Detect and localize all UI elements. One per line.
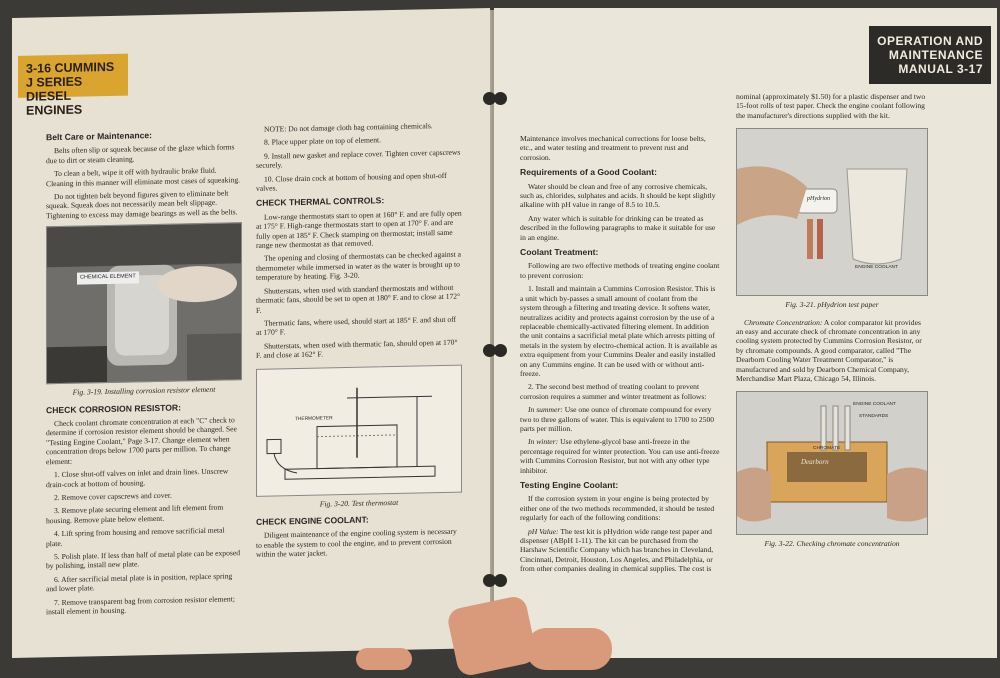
- engine-coolant-label-2: ENGINE COOLANT: [853, 402, 896, 408]
- engine-coolant-label: ENGINE COOLANT: [855, 265, 898, 271]
- figure-3-20: [256, 364, 462, 496]
- phydrion-brand-label: pHydrion: [807, 196, 830, 203]
- finger-tip: [356, 648, 412, 670]
- right-header-line2: MAINTENANCE: [888, 48, 983, 62]
- left-column-1: [46, 123, 242, 620]
- good-coolant-paragraph-1: Water should be clean and free of any corrosive chemicals, such as, chlorides, sulphates and acids. It should be kept slightly alkaline with pH value in range of 8.5 to 10.5.: [520, 181, 716, 210]
- ph-text: The test kit is pHydrion wide range test paper and dispenser (ABpH 1-11). The kit can be purchased from the Harshaw Scientific Company which has branches in Cleveland, Cincinnati, Detroit, Houston, Los Angeles, and Philadelphia, or from other companies dealing in chemical supplies. The cost is: [520, 526, 714, 574]
- check-corrosion-heading: CHECK CORROSION RESISTOR:: [46, 402, 181, 415]
- corrosion-step-1: 1. Close shut-off valves on inlet and drain lines. Unscrew drain-cock at bottom of housing.: [46, 466, 229, 489]
- left-header-line1: 3-16 CUMMINS: [26, 59, 115, 76]
- figure-3-22: [736, 391, 928, 535]
- right-column-2: [736, 92, 928, 557]
- right-header-line3: MANUAL 3-17: [898, 62, 983, 76]
- fig-3-22-caption: Fig. 3-22. Checking chromate concentration: [764, 539, 900, 549]
- chromate-paragraph: [736, 318, 928, 384]
- winter-label: In winter:: [528, 437, 559, 447]
- figure-3-19: [46, 222, 242, 384]
- thermal-paragraph-3: Shutterstats, when used with standard thermostats and without thermatic fans, should be set to open at 180° F. and to close at 172° F.: [256, 282, 461, 315]
- belt-paragraph-1: Belts often slip or squeak because of the glaze which forms due to dirt or steam cleaning.: [46, 142, 235, 166]
- thermometer-label: THERMOMETER: [295, 415, 333, 422]
- corrosion-step-5: 5. Polish plate. If less than half of metal plate can be exposed by polishing, install new plate.: [46, 548, 240, 571]
- thermal-paragraph-1: Low-range thermostats start to open at 160° F. and are fully open at 175° F. High-range thermostats start to open at 170° F. and are fully open at 185° F. Check stamping on thermostat; install same range new thermostat as that removed.: [256, 208, 462, 250]
- fig-3-19-caption: Fig. 3-19. Installing corrosion resistor element: [72, 384, 216, 397]
- corrosion-step-3: 3. Remove plate securing element and lift element from housing. Remove plate below element.: [46, 502, 224, 526]
- coolant-treatment-heading: Coolant Treatment:: [520, 247, 599, 258]
- left-column-2: [256, 121, 462, 564]
- corrosion-step-10: 10. Close drain cock at bottom of housing and open shut-off valves.: [256, 170, 447, 193]
- coolant-paragraph-1: Diligent maintenance of the engine cooling system is necessary to enable the system to cool the engine, and to prevent corrosion within the water jacket.: [256, 527, 457, 560]
- belt-paragraph-3: Do not tighten belt beyond figures given to eliminate belt squeak. Squeak does not necessarily mean belt slippage. Tightening to excess may damage bearings as well as the belts.: [46, 188, 238, 221]
- chromate-text: A color comparator kit provides an easy and accurate check of chromate concentration in any cooling system protected by Cummins Corrosion Resistor, or by chromate compounds. A good comparator, called "The Dearborn Cooling Water Treatment Comparator," is manufactured and sold by Dearborn Chemical Company, Merchandise Mart Plaza, Chicago 54, Illinois.: [736, 317, 922, 384]
- testing-paragraph-1: If the corrosion system in your engine is being protected by either one of the two methods recommended, it should be tested regularly for each of the following conditions:: [520, 494, 715, 523]
- ph-label: pH Value:: [528, 526, 559, 536]
- chromate-comparator-photo: [737, 392, 928, 534]
- fig-3-21-caption: Fig. 3-21. pHydrion test paper: [785, 300, 879, 310]
- right-page-header: [869, 26, 991, 84]
- finger: [526, 628, 612, 670]
- summer-label: In summer:: [528, 405, 563, 415]
- check-thermal-heading: CHECK THERMAL CONTROLS:: [256, 195, 385, 209]
- treatment-paragraph-2: 1. Install and maintain a Cummins Corrosion Resistor. This is a unit which by-passes a small amount of coolant from the system through a filtering and treating device. It softens water, neutralizes acidity and protects against corrosion by the use of a replaceable chemically-activated filtering element. In addition the unit contains a sacrificial metal plate which arrests pitting of metals in the system by electro-chemical action. It is available as extra equipment from your Cummins Dealer and easily installed on any Cummins engine. It can be used with or without anti-freeze.: [520, 284, 718, 378]
- binder-hole-bottom-right: [494, 574, 507, 587]
- dearborn-brand-label: Dearborn: [801, 458, 829, 467]
- corrosion-paragraph-1: Check coolant chromate concentration at each "C" check to determine if corrosion resistor element should be changed. See "Testing Engine Coolant," Page 3-17. Change element when concentration drops below 1700 parts per million. To change element:: [46, 415, 237, 466]
- winter-text: Use ethylene-glycol base anti-freeze in the percentage required for winter protection. You can use anti-freeze with Cummins Corrosion Resistor, but not with any other type inhibitor.: [520, 437, 720, 475]
- check-engine-coolant-heading: CHECK ENGINE COOLANT:: [256, 514, 369, 527]
- figure-3-21: [736, 128, 928, 296]
- summer-paragraph: [520, 405, 720, 433]
- chemical-element-label: CHEMICAL ELEMENT: [77, 272, 139, 285]
- belt-care-heading: Belt Care or Maintenance:: [46, 130, 153, 143]
- summer-text: Use one ounce of chromate compound for every two to three gallons of water. This is equivalent to 1700 to 2500 parts per million.: [520, 405, 715, 433]
- right-page: [494, 8, 997, 658]
- treatment-paragraph-1: Following are two effective methods of treating engine coolant to prevent corrosion:: [520, 261, 720, 280]
- thermal-paragraph-4: Thermatic fans, where used, should start at 185° F. and shut off at 170° F.: [256, 314, 457, 338]
- ph-continuation: nominal (approximately $1.50) for a plastic dispenser and two 15-foot rolls of test paper. Check the engine coolant following the manufacturer's directions supplied with the kit.: [736, 92, 926, 120]
- left-header-line3: DIESEL ENGINES: [26, 88, 83, 118]
- maintenance-intro: Maintenance involves mechanical corrections for loose belts, etc., and water testing and treatment to prevent rust and corrosion.: [520, 134, 706, 162]
- right-header-line1: OPERATION AND: [877, 34, 983, 48]
- winter-paragraph: [520, 437, 720, 475]
- ph-test-photo: [737, 129, 928, 295]
- right-column-1: [520, 134, 720, 578]
- corrosion-step-7: 7. Remove transparent bag from corrosion resistor element; install element in housing.: [46, 593, 235, 617]
- thermal-paragraph-5: Shutterstats, when used with thermatic fan, should open at 170° F. and close at 162° F.: [256, 337, 458, 361]
- treatment-paragraph-3: 2. The second best method of treating coolant to prevent corrosion requires a summer and winter treatment as follows:: [520, 382, 707, 401]
- good-coolant-heading: Requirements of a Good Coolant:: [520, 167, 658, 178]
- corrosion-step-8: 8. Place upper plate on top of element.: [264, 135, 382, 148]
- left-page: [12, 8, 490, 658]
- chromate-label: Chromate Concentration:: [744, 317, 823, 327]
- corrosion-step-9: 9. Install new gasket and replace cover. Tighten cover capscrews securely.: [256, 147, 461, 171]
- binder-hole-top-right: [494, 92, 507, 105]
- thermal-paragraph-2: The opening and closing of thermostats can be checked against a thermometer while immersed in water as the water is brought up to temperature by heating. Fig. 3-20.: [256, 250, 461, 283]
- fig-3-20-caption: Fig. 3-20. Test thermostat: [319, 497, 399, 509]
- thermostat-test-drawing: [257, 365, 462, 495]
- left-header-line2: J SERIES: [26, 74, 83, 90]
- corrosion-step-4: 4. Lift spring from housing and remove sacrificial metal plate.: [46, 525, 225, 548]
- cloth-bag-note: NOTE: Do not damage cloth bag containing chemicals.: [264, 121, 433, 134]
- testing-coolant-heading: Testing Engine Coolant:: [520, 480, 619, 490]
- left-page-header: [18, 54, 128, 118]
- ph-paragraph: [520, 527, 720, 574]
- belt-paragraph-2: To clean a belt, wipe it off with hydraulic brake fluid. Cleaning in this manner will eliminate most cases of squeaking.: [46, 165, 241, 188]
- corrosion-step-2: 2. Remove cover capscrews and cover.: [54, 490, 172, 503]
- corrosion-resistor-photo: [47, 223, 242, 383]
- corrosion-step-6: 6. After sacrificial metal plate is in position, replace spring and lower plate.: [46, 571, 233, 594]
- standards-label: STANDARDS: [859, 414, 889, 420]
- good-coolant-paragraph-2: Any water which is suitable for drinking can be treated as described in the following paragraphs to make it suitable for use in an engine.: [520, 213, 716, 242]
- comparator-box-label: CHROMATE: [813, 446, 841, 452]
- binder-hole-middle-right: [494, 344, 507, 357]
